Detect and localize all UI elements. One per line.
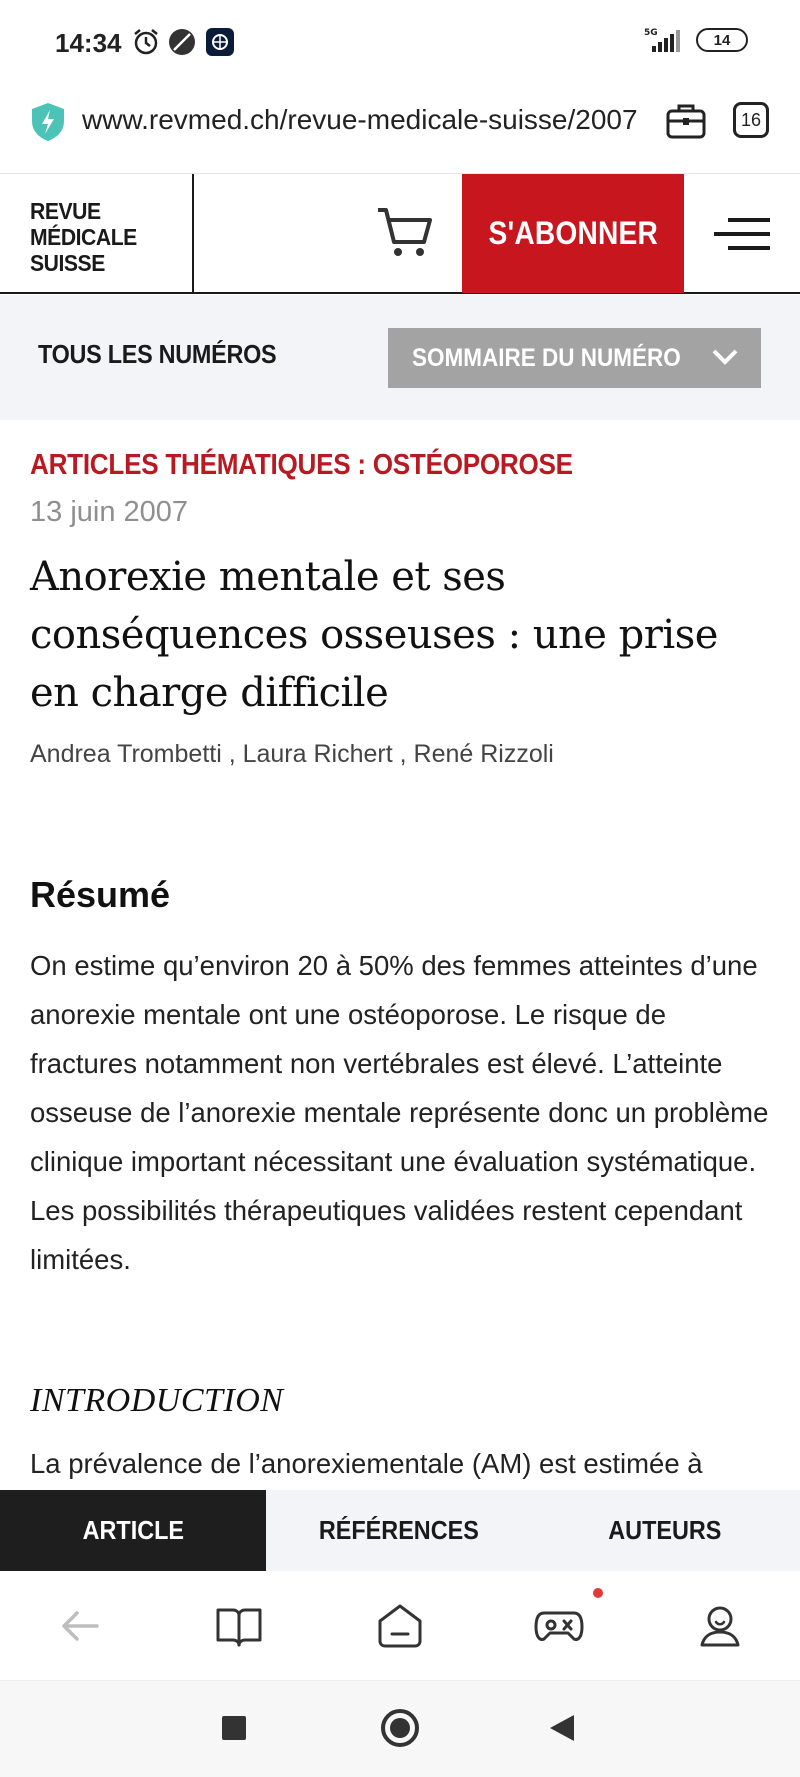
- app-icon: [206, 28, 234, 56]
- back-icon[interactable]: [550, 1715, 574, 1741]
- logo-line: MÉDICALE: [30, 224, 137, 250]
- home-icon[interactable]: [375, 1601, 425, 1651]
- all-issues-link[interactable]: [38, 339, 303, 370]
- tab-count-button[interactable]: [733, 102, 769, 138]
- tab-references[interactable]: [266, 1490, 532, 1571]
- shield-icon[interactable]: [30, 102, 66, 142]
- intro-body: La prévalence de l’anorexiementale (AM) est estimée à: [30, 1448, 703, 1479]
- site-header: [0, 173, 800, 294]
- moon-icon: [168, 28, 196, 56]
- profile-icon[interactable]: [695, 1601, 745, 1651]
- status-right: [642, 26, 748, 54]
- status-bar: [0, 0, 800, 88]
- notification-dot: [593, 1588, 603, 1598]
- network-label: 5G: [644, 28, 658, 38]
- battery-icon: [696, 28, 748, 52]
- article-date: 13 juin 2007: [30, 496, 189, 528]
- url-text[interactable]: www.revmed.ch/revue-medicale-suisse/2007: [82, 104, 638, 135]
- recents-icon[interactable]: [222, 1716, 246, 1740]
- site-logo[interactable]: [30, 198, 137, 276]
- menu-icon[interactable]: [714, 216, 770, 252]
- article-title: Anorexie mentale et ses conséquences osseuses : une prise en charge difficile: [30, 554, 718, 716]
- tab-label: RÉFÉRENCES: [319, 1515, 479, 1545]
- tab-label: ARTICLE: [82, 1515, 184, 1545]
- home-button-icon[interactable]: [381, 1709, 419, 1747]
- android-nav-bar: [0, 1681, 800, 1777]
- issue-summary-dropdown[interactable]: [388, 328, 761, 388]
- summary-label: SOMMAIRE DU NUMÉRO: [412, 343, 681, 372]
- article-tab-bar: [0, 1490, 800, 1571]
- abstract-heading: Résumé: [30, 874, 171, 915]
- gamepad-icon[interactable]: [534, 1601, 584, 1651]
- briefcase-icon[interactable]: [666, 102, 706, 140]
- intro-heading: INTRODUCTION: [30, 1382, 284, 1419]
- issue-nav: [0, 295, 800, 420]
- cart-icon[interactable]: [376, 206, 434, 260]
- signal-icon: [642, 26, 686, 54]
- tab-article[interactable]: [0, 1490, 266, 1571]
- subscribe-button[interactable]: [462, 174, 684, 293]
- header-divider: [192, 174, 194, 293]
- back-arrow-icon[interactable]: [55, 1601, 105, 1651]
- abstract-body: On estime qu’environ 20 à 50% des femmes atteintes d’une anorexie mentale ont une ostéoporose. Le risque de fractures notamment non vertébrales est élevé. L’atteinte osseuse de l’anorexie mentale représente donc un problème clinique important nécessitant une évaluation systématique. Les possibilités thérapeutiques validées restent cependant limitées.: [30, 950, 769, 1275]
- all-issues-label: TOUS LES NUMÉROS: [38, 339, 277, 369]
- browser-url-bar[interactable]: [0, 88, 800, 174]
- chevron-down-icon: [711, 346, 739, 368]
- alarm-icon: [132, 28, 160, 56]
- logo-line: REVUE: [30, 198, 101, 224]
- logo-line: SUISSE: [30, 250, 105, 276]
- tab-authors[interactable]: [532, 1490, 798, 1571]
- tab-label: AUTEURS: [608, 1515, 722, 1545]
- status-time: 14:34: [55, 28, 122, 58]
- browser-toolbar: [0, 1571, 800, 1681]
- subscribe-label: S'ABONNER: [488, 215, 658, 251]
- battery-level: 14: [713, 31, 731, 49]
- tab-count: 16: [740, 109, 762, 130]
- article-category[interactable]: ARTICLES THÉMATIQUES : OSTÉOPOROSE: [30, 449, 573, 481]
- article-authors: Andrea Trombetti , Laura Richert , René Rizzoli: [30, 740, 554, 768]
- book-icon[interactable]: [214, 1601, 264, 1651]
